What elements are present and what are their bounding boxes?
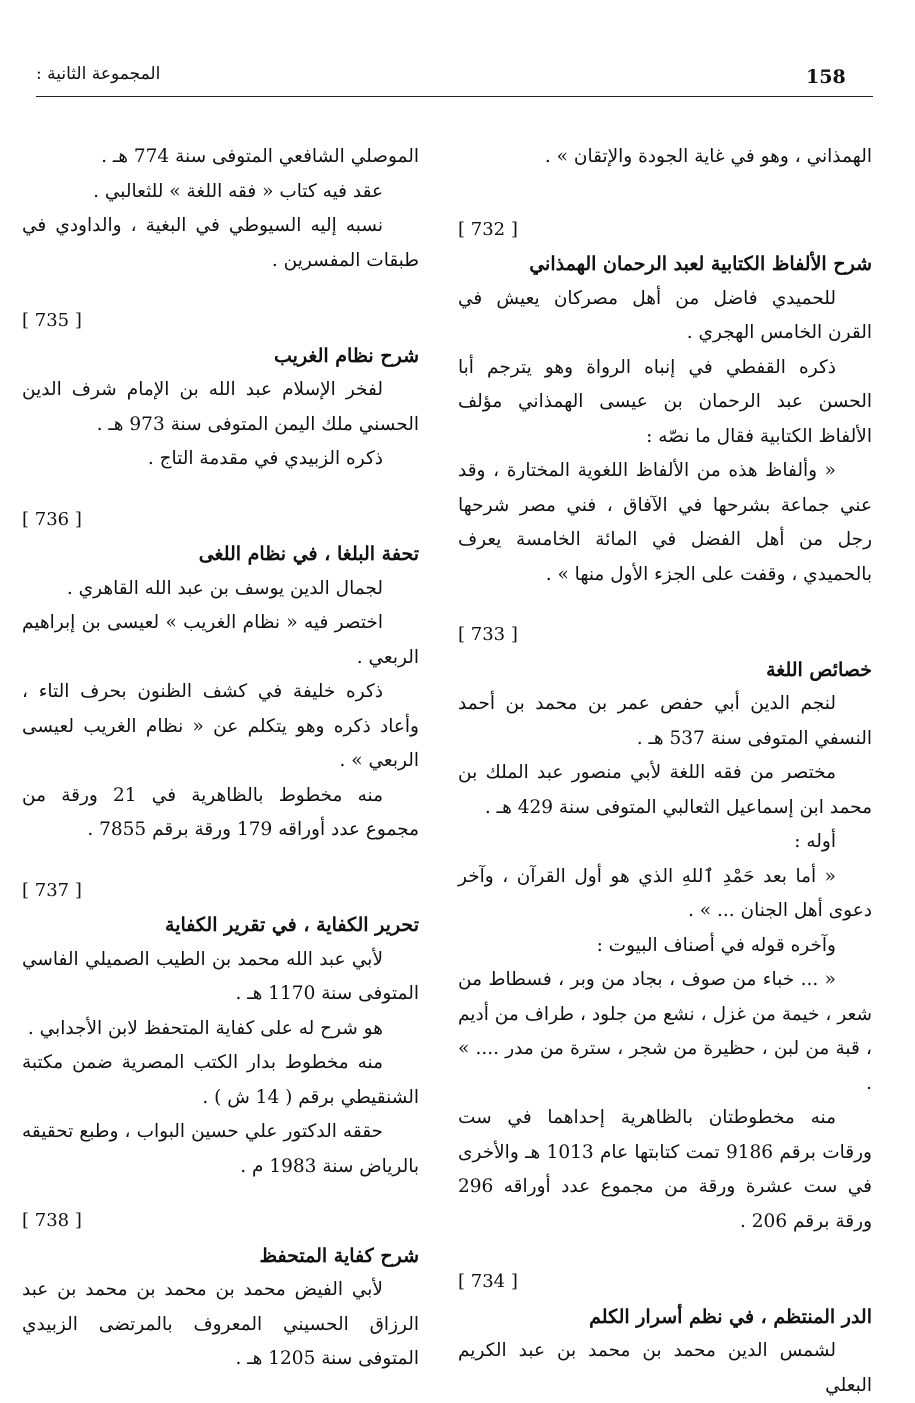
quote-paragraph: « وألفاظ هذه من الألفاظ اللغوية المختارة ، وقد عني جماعة بشرحها في الآفاق ، فني مصر شرحها رجل من أهل الفضل في المائة الخامسة يعرف بالحميدي ، وقفت على الجزء الأول منها » . <box>458 460 872 585</box>
entry-paragraph: لأبي الفيض محمد بن محمد بن محمد بن عبد الرزاق الحسيني المعروف بالمرتضى الزبيدي المتوفى سنة 1205 هـ . <box>22 1279 419 1369</box>
entry-number: [ 734 ] <box>458 1271 518 1292</box>
entry-number: [ 732 ] <box>458 218 518 240</box>
entry-number: [ 736 ] <box>22 508 82 530</box>
right-column <box>458 140 872 1403</box>
entry-number: [ 733 ] <box>458 624 518 645</box>
running-head: المجموعة الثانية : <box>36 64 161 84</box>
entry-title: الدر المنتظم ، في نظم أسرار الكلم <box>589 1305 872 1328</box>
entry-title: خصائص اللغة <box>766 658 872 681</box>
continuation-text: الموصلي الشافعي المتوفى سنة 774 هـ . <box>101 146 419 167</box>
page-number: 158 <box>806 66 846 88</box>
entry-title: شرح كفاية المتحفظ <box>259 1244 419 1267</box>
entry-number: [ 738 ] <box>22 1210 82 1231</box>
header-rule <box>36 58 873 97</box>
entry-paragraph: حققه الدكتور علي حسين البواب ، وطبع تحقيقه بالرياض سنة 1983 م . <box>22 1121 419 1177</box>
entry-title: شرح الألفاظ الكتابية لعبد الرحمان الهمذاني <box>529 253 872 275</box>
entry-paragraph: لفخر الإسلام عبد الله بن الإمام شرف الدين الحسني ملك اليمن المتوفى سنة 973 هـ . <box>22 379 419 435</box>
entry-paragraph: منه مخطوط بالظاهرية في 21 ورقة من مجموع عدد أوراقه 179 ورقة برقم 7855 . <box>22 784 419 840</box>
entry-title: شرح نظام الغريب <box>274 344 419 367</box>
entry-paragraph: لشمس الدين محمد بن محمد بن عبد الكريم البعلي <box>458 1340 872 1396</box>
entry-paragraph: اختصر فيه « نظام الغريب » لعيسى بن إبراهيم الربعي . <box>22 612 419 668</box>
entry-paragraph: وآخره قوله في أصناف البيوت : <box>596 934 836 956</box>
entry-paragraph: أوله : <box>794 831 836 852</box>
entry-paragraph: ذكره القفطي في إنباه الرواة وهو يترجم أبا الحسن عبد الرحمان بن عيسى الهمذاني مؤلف الألفاظ الكتابية فقال ما نصّه : <box>458 356 872 447</box>
entry-paragraph: لأبي عبد الله محمد بن الطيب الصميلي الفاسي المتوفى سنة 1170 هـ . <box>22 948 419 1004</box>
entry-paragraph: لنجم الدين أبي حفص عمر بن محمد بن أحمد النسفي المتوفى سنة 537 هـ . <box>458 693 872 749</box>
entry-paragraph: عقد فيه كتاب « فقه اللغة » للثعالبي . <box>93 180 383 202</box>
entry-number: [ 737 ] <box>22 879 82 901</box>
entry-paragraph: منه مخطوطتان بالظاهرية إحداهما في ست ورقات برقم 9186 تمت كتابتها عام 1013 هـ والأخرى في ست عشرة ورقة من مجموع عدد أوراقه 296 ورقة برقم 206 . <box>458 1107 872 1232</box>
left-column <box>22 140 419 1377</box>
quote-paragraph: « أما بعد حَمْدِ ٱللهِ الذي هو أول القرآن ، وآخر دعوى أهل الجنان ... » . <box>458 865 872 921</box>
quote-paragraph: « ... خباء من صوف ، بجاد من وبر ، فسطاط من شعر ، خيمة من غزل ، نشع من جلود ، طراف من أديم ، قبة من لبن ، حظيرة من شجر ، سترة من مدر .... » . <box>458 969 872 1094</box>
entry-paragraph: مختصر من فقه اللغة لأبي منصور عبد الملك بن محمد ابن إسماعيل الثعالبي المتوفى سنة 429 هـ . <box>458 762 872 818</box>
continuation-text: الهمذاني ، وهو في غاية الجودة والإتقان » . <box>544 146 872 167</box>
entry-title: تحرير الكفاية ، في تقرير الكفاية <box>165 914 419 936</box>
entry-paragraph: ذكره خليفة في كشف الظنون بحرف التاء ، وأعاد ذكره وهو يتكلم عن « نظام الغريب لعيسى الربعي » . <box>22 681 419 771</box>
entry-paragraph: منه مخطوط بدار الكتب المصرية ضمن مكتبة الشنقيطي برقم ( 14 ش ) . <box>22 1052 419 1108</box>
entry-paragraph: لجمال الدين يوسف بن عبد الله القاهري . <box>66 577 383 599</box>
entry-paragraph: ذكره الزبيدي في مقدمة التاج . <box>147 448 383 469</box>
entry-number: [ 735 ] <box>22 310 82 331</box>
entry-paragraph: هو شرح له على كفاية المتحفظ لابن الأجدابي . <box>27 1017 383 1039</box>
entry-title: تحفة البلغا ، في نظام اللغى <box>198 543 419 565</box>
entry-paragraph: نسبه إليه السيوطي في البغية ، والداودي في طبقات المفسرين . <box>22 215 419 271</box>
entry-paragraph: للحميدي فاضل من أهل مصركان يعيش في القرن الخامس الهجري . <box>458 287 872 343</box>
